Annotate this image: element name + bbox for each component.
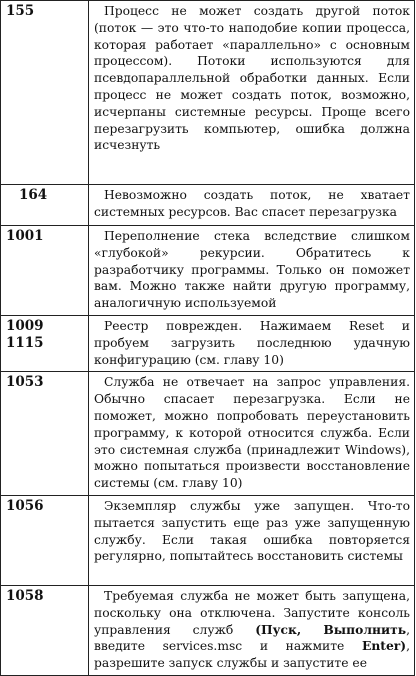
error-description: Невозможно создать поток, не хватает системных ресурсов. Вас спасет перезагрузка [94,188,410,219]
table-row [1,495,415,585]
error-code: 1001 [6,228,44,244]
table-row [1,226,415,316]
table-row [1,585,415,675]
error-code-cell [1,185,89,226]
error-code: 164 [19,187,48,203]
key-name-bold: Enter) [361,638,407,654]
error-description: Служба не отвечает на запрос управления. Обычно спасает перезагрузка. Если не поможет, можно попробовать переустановить программу, к которой относится служба. Если это системная служба (принадлежит Windows), можно попытаться произвести восстановление системы (см. главу 10) [94,375,410,491]
table-row [1,1,415,185]
error-code-cell [1,495,89,585]
error-description: Процесс не может создать другой поток (поток — это что-то наподобие копии процесса, которая работает «параллельно» с основным процессом). Потоки используются для псевдопараллельной обработки данных. Если процесс не может создать поток, возможно, исчерпаны системные ресурсы. Проще всего перезагрузить компьютер, ошибка должна исчезнуть [94,4,410,153]
description-cell [89,185,415,226]
description-cell [89,226,415,316]
error-description [94,588,410,672]
description-text: , введите services.msc и нажмите [94,622,411,654]
error-code: 155 [6,3,35,19]
table-row [1,316,415,372]
error-description: Переполнение стека вследствие слишком «глубокой» рекурсии. Обратитесь к разработчику программы. Только он поможет вам. Можно также найти другую программу, аналогичную используемой [94,229,410,311]
error-code-cell [1,372,89,496]
error-description: Реестр поврежден. Нажимаем Reset и пробуем загрузить последнюю удачную конфигурацию (см. главу 10) [94,319,410,367]
description-cell [89,372,415,496]
error-code-cell [1,585,89,675]
description-cell [89,1,415,185]
description-cell [89,316,415,372]
error-code: 1009 [6,318,44,334]
table-row [1,185,415,226]
error-code: 1058 [6,587,44,604]
description-text: , разрешите запуск службы и запустите ее [94,639,410,671]
error-code: 1053 [6,374,44,391]
menu-path-bold: (Пуск, Выполнить [255,621,407,637]
error-code-cell [1,316,89,372]
error-code-cell [1,226,89,316]
description-cell [89,585,415,675]
description-text: Требуемая служба не может быть запущена, поскольку она отключена. Запустите консоль управления служб [94,588,410,637]
error-code: 1056 [6,497,44,514]
error-code: 1115 [6,335,44,351]
error-code-cell [1,1,89,185]
table-row [1,372,415,496]
error-description: Экземпляр службы уже запущен. Что-то пытается запустить еще раз уже запущенную службу. Если такая ошибка повторяется регулярно, попытайтесь восстановить системы [94,498,410,564]
description-cell [89,495,415,585]
